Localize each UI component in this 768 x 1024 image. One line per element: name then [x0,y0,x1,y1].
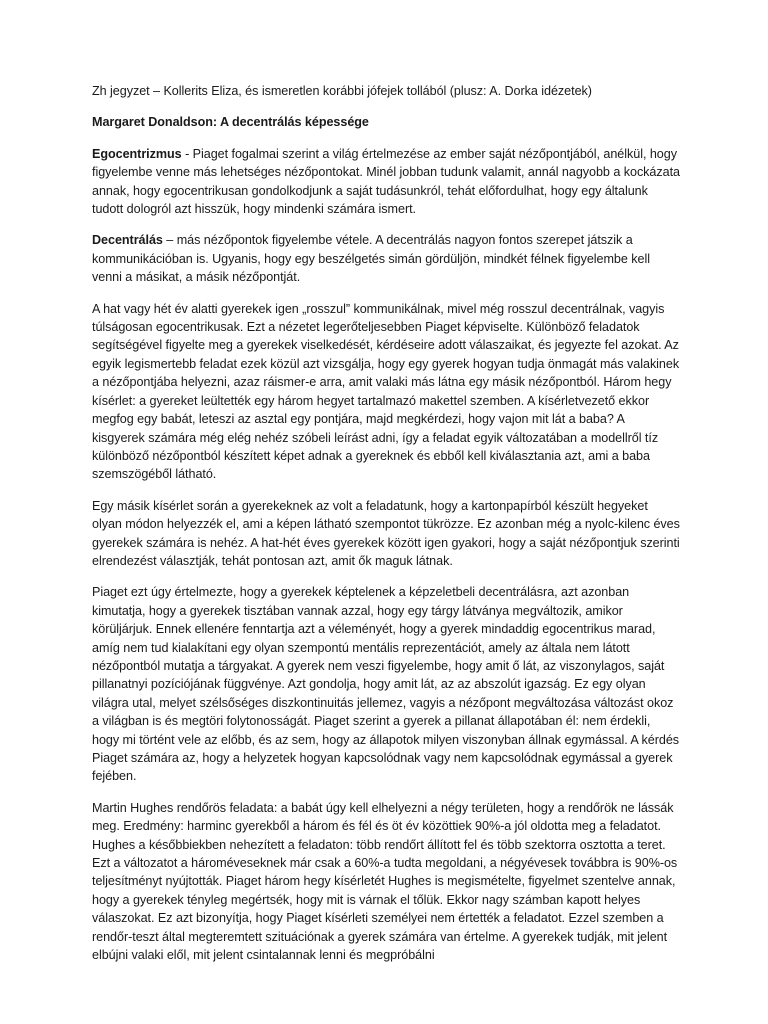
term-egocentrizmus: Egocentrizmus [92,146,182,161]
paragraph-harom-hegy: A hat vagy hét év alatti gyerekek igen „rosszul” kommunikálnak, mivel még rosszul decentrálnak, vagyis túlságosan egocentrikusak. Ezt a nézetet legerőteljesebben Piaget képviselte. Különböző feladatok segítségével figyelte meg a gyerekek viselkedését, kérdéseire adott válaszaikat, és jegyezte fel azokat. Az egyik legismertebb feladat ezek közül azt vizsgálja, hogy egy gyerek hogyan tudja önmagát más valakinek a nézőpontjába helyezni, azaz ráismer-e arra, amit valaki más látna egy másik nézőpontból. Három hegy kísérlet: a gyereket leültették egy három hegyet tartalmazó makettel szemben. A kísérletvezető ekkor megfog egy babát, leteszi az asztal egy pontjára, majd megkérdezi, hogy vajon mit lát a baba? A kisgyerek számára még elég nehéz szóbeli leírást adni, így a feladat egyik változatában a modellről tíz különböző nézőpontból készített képet adnak a gyereknek és ebből kell kiválasztania azt, ami a baba szemszögéből látható. [92,301,680,482]
section-title: Margaret Donaldson: A decentrálás képessége [92,115,369,130]
document-body [92,82,680,977]
header-line: Zh jegyzet – Kollerits Eliza, és ismeretlen korábbi jófejek tollából (plusz: A. Dorka idézetek) [92,84,592,98]
paragraph-egocentrizmus [92,145,680,219]
paragraph-decentralas [92,231,680,286]
paragraph-masik-kiserlet: Egy másik kísérlet során a gyerekeknek az volt a feladatunk, hogy a kartonpapírból készült hegyeket olyan módon helyezzék el, ami a képen látható szempontot tükrözze. Ez azonban még a nyolc-kilenc éves gyerekek számára is nehéz. A hat-hét éves gyerekek között igen gyakori, hogy a saját nézőpontjuk szerinti elrendezést választják, tehát pontosan azt, amit ők maguk látnak. [92,498,680,568]
paragraph-text: : a babát úgy kell elhelyezni a négy területen, hogy a rendőrök ne lássák meg. Eredmény: harminc gyerekből a három és fél és öt év közöttiek 90%-a jól oldotta meg a feladatot. Hughes a későbbiekben nehezített a feladaton: több rendőrt állított fel és több szektorra osztotta a teret. Ezt a változatot a hároméveseknek már csak a 60%-a tudta megoldani, a négyévesek továbbra is 90%-os teljesítményt nyújtották. Piaget három hegy kísérletét Hughes is megismételte, figyelmet szentelve annak, hogy a gyerekek tényleg megértsék, hogy mit is várnak el tőlük. Ekkor nagy számban kapott helyes válaszokat. Ez azt bizonyítja, hogy Piaget kísérleti személyei nem értették a feladatot. Ezzel szemben a rendőr-teszt által megteremtett szituációnak a gyerek számára van értelme. A gyerekek tudják, mit jelent elbújni valaki elől, mit jelent csintalannak lenni és megpróbálni [92,800,678,963]
paragraph-piaget-ertelmezes: Piaget ezt úgy értelmezte, hogy a gyerekek képtelenek a képzeletbeli decentrálásra, azt azonban kimutatja, hogy a gyerekek tisztában vannak azzal, hogy egy tárgy látványa megváltozik, amikor körüljárjuk. Ennek ellenére fenntartja azt a véleményét, hogy a gyerek mindaddig egocentrikus marad, amíg nem tud kialakítani egy olyan szempontú mentális reprezentációt, amely az általa nem látott nézőpontból mutatja a tárgyakat. A gyerek nem veszi figyelembe, hogy amit ő lát, az viszonylagos, saját pillanatnyi pozíciójának függvénye. Azt gondolja, hogy amit lát, az az abszolút igazság. Ez egy olyan világra utal, melyet szélsőséges diszkontinuitás jellemez, vagyis a nézőpont megváltozása változást okoz a világban is és megtöri folytonosságát. Piaget szerint a gyerek a pillanat állapotában él: nem érdekli, hogy mi történt vele az előbb, és az sem, hogy az állapotok milyen viszonyban állnak egymással. A kérdés Piaget számára az, hogy a helyzetek hogyan kapcsolódnak vagy nem kapcsolódnak egymással a gyerek fejében. [92,585,680,784]
term-decentralas: Decentrálás [92,233,163,248]
paragraph-text: – más nézőpontok figyelembe vétele. A decentrálás nagyon fontos szerepet játszik a kommunikációban is. Ugyanis, hogy egy beszélgetés simán gördüljön, mindkét félnek figyelembe kell venni a másikat, a másik nézőpontját. [92,233,650,285]
hughes-lead: Martin Hughes rendőrös feladata [92,800,274,815]
paragraph-hughes [92,799,680,965]
paragraph-text: - Piaget fogalmai szerint a világ értelmezése az ember saját nézőpontjából, anélkül, hogy figyelembe venne más lehetséges nézőpontokat. Minél jobban tudunk valamit, annál nagyobb a kockázata annak, hogy egocentrikusan gondolkodjunk a saját tudásunkról, tehát előfordulhat, hogy egy általunk tudott dologról azt hisszük, hogy mindenki számára ismert. [92,146,680,217]
